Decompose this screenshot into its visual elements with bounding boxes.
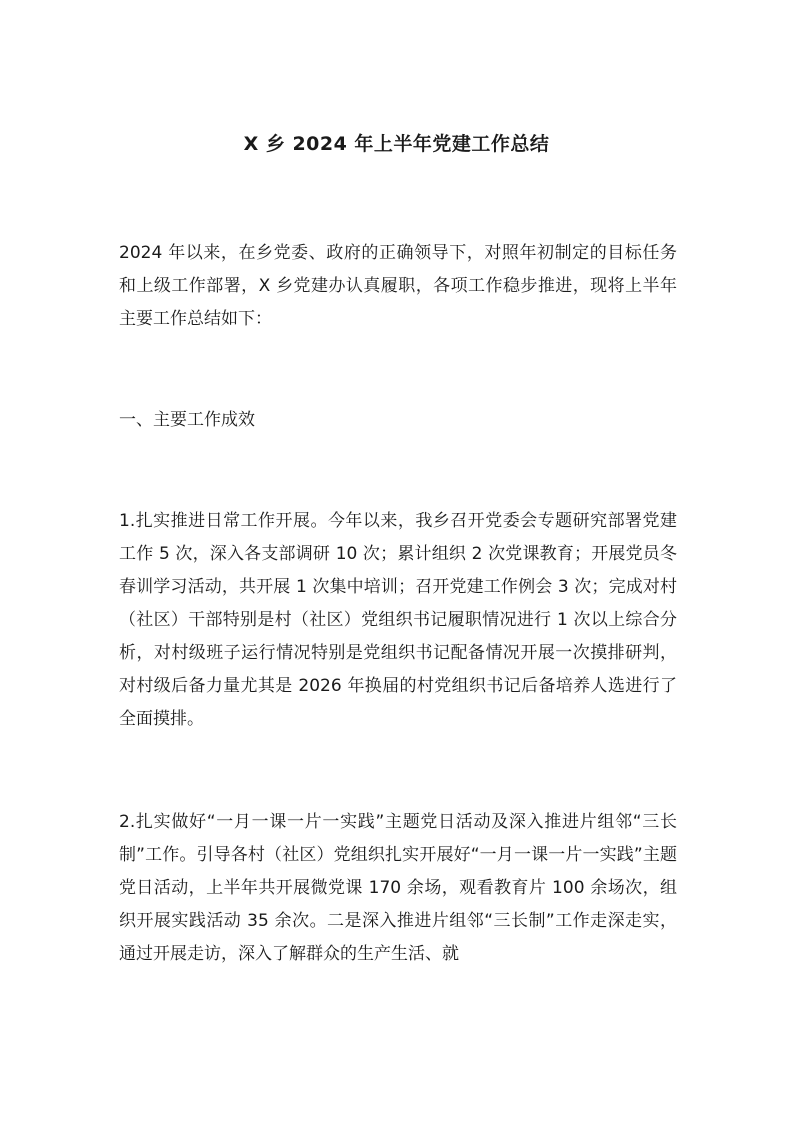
section-heading: 一、主要工作成效 — [119, 410, 255, 430]
intro-paragraph: 2024 年以来，在乡党委、政府的正确领导下，对照年初制定的目标任务和上级工作部署，X 乡党建办认真履职，各项工作稳步推进，现将上半年主要工作总结如下： — [119, 243, 677, 329]
paragraph-item-1: 1.扎实推进日常工作开展。今年以来，我乡召开党委会专题研究部署党建工作 5 次，深入各支部调研 10 次；累计组织 2 次党课教育；开展党员冬春训学习活动，共开展 1 次集中培训；召开党建工作例会 3 次；完成对村（社区）干部特别是村（社区）党组织书记履职情况进行 1 次以上综合分析，对村级班子运行情况特别是党组织书记配备情况开展一次摸排研判，对村级后备力量尤其是 2026 年换届的村党组织书记后备培养人选进行了全面摸排。 — [119, 511, 677, 729]
paragraph-item-2: 2.扎实做好“一月一课一片一实践”主题党日活动及深入推进片组邻“三长制”工作。引导各村（社区）党组织扎实开展好“一月一课一片一实践”主题党日活动，上半年共开展微党课 170 余场，观看教育片 100 余场次，组织开展实践活动 35 余次。二是深入推进片组邻“三长制”工作走深走实，通过开展走访，深入了解群众的生产生活、就 — [119, 812, 677, 964]
document-title: X 乡 2024 年上半年党建工作总结 — [243, 133, 550, 155]
